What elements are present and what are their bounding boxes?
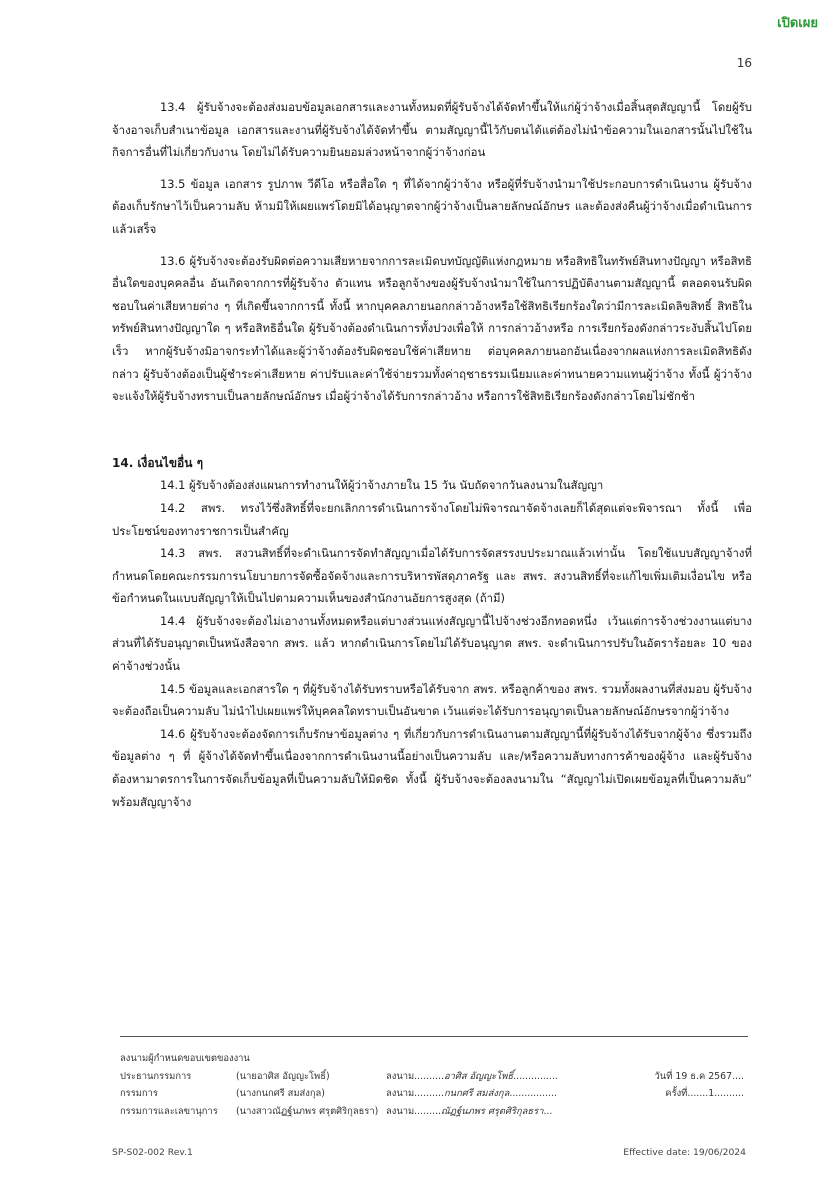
signature-divider (120, 1036, 748, 1037)
signer-role: ประธานกรรมการ (120, 1070, 192, 1082)
signature-row (120, 1103, 750, 1121)
clause-14-5: 14.5 ข้อมูลและเอกสารใด ๆ ที่ผู้รับจ้างได้รับทราบหรือได้รับจาก สพร. หรือลูกค้าของ สพร. รวมทั้งผลงานที่ส่งมอบ ผู้รับจ้างจะต้องถือเป็นความลับ ไม่นำไปเผยแพร่ให้บุคคลใดทราบเป็นอันขาด เว้นแต่จะได้รับการอนุญาตเป็นลายลักษณ์อักษรจากผู้ว่าจ้าง (112, 681, 752, 719)
classification-label: เปิดเผย (777, 16, 818, 31)
signature-date: วันที่ 19 ธ.ค 2567.... (654, 1070, 744, 1082)
clause-14-3: 14.3 สพร. สงวนสิทธิ์ที่จะดำเนินการจัดทำสัญญาเมื่อได้รับการจัดสรรงบประมาณแล้วเท่านั้น โดยใช้แบบสัญญาจ้างที่กำหนดโดยคณะกรรมการนโยบายการจัดซื้อจัดจ้างและการบริหารพัสดุภาครัฐ และ สพร. สงวนสิทธิ์ที่จะแก้ไขเพิ่มเติมเงื่อนไข หรือข้อกำหนดในแบบสัญญาให้เป็นไปตามความเห็นของสำนักงานอัยการสูงสุด (ถ้ามี) (112, 546, 752, 606)
clause-14-4: 14.4 ผู้รับจ้างจะต้องไม่เอางานทั้งหมดหรือแต่บางส่วนแห่งสัญญานี้ไปจ้างช่วงอีกทอดหนึ่ง เว้นแต่การจ้างช่วงงานแต่บางส่วนที่ได้รับอนุญาตเป็นหนังสือจาก สพร. แล้ว หากดำเนินการโดยไม่ได้รับอนุญาต สพร. จะดำเนินการปรับในอัตราร้อยละ 10 ของค่าจ้างช่วงนั้น (112, 613, 752, 674)
signature-row (120, 1068, 750, 1086)
document-code: SP-S02-002 Rev.1 (112, 1147, 193, 1158)
clause-13-5: 13.5 ข้อมูล เอกสาร รูปภาพ วีดีโอ หรือสื่อใด ๆ ที่ได้จากผู้ว่าจ้าง หรือผู้ที่รับจ้างนำมาใช้ประกอบการดำเนินงาน ผู้รับจ้างต้องเก็บรักษาไว้เป็นความลับ ห้ามมิให้เผยแพร่โดยมิได้อนุญาตจากผู้ว่าจ้างเป็นลายลักษณ์อักษร และต้องส่งคืนผู้ว่าจ้างเมื่อดำเนินการแล้วเสร็จ (112, 176, 752, 236)
signer-signature: ลงนาม.........ณัฏฐ์นภพร ศรุตศิริกุลธรา... (386, 1105, 553, 1117)
signature-row (120, 1085, 750, 1103)
page-footer (112, 1147, 746, 1158)
effective-date: Effective date: 19/06/2024 (623, 1147, 746, 1158)
signer-signature: ลงนาม..........อาศิส อัญญะโพธิ์............... (386, 1070, 558, 1082)
document-body (112, 96, 752, 813)
signer-role: กรรมการและเลขานุการ (120, 1105, 218, 1117)
clause-14-2: 14.2 สพร. ทรงไว้ซึ่งสิทธิ์ที่จะยกเลิกการดำเนินการจ้างโดยไม่พิจารณาจัดจ้างเลยก็ได้สุดแต่จะพิจารณา ทั้งนี้ เพื่อประโยชน์ของทางราชการเป็นสำคัญ (112, 500, 752, 538)
revision-count: ครั้งที่.......1.......... (665, 1088, 744, 1099)
signer-name: (นางสาวณัฏฐ์นภพร ศรุตศิริกุลธรา) (236, 1105, 379, 1117)
signature-heading: ลงนามผู้กำหนดขอบเขตของงาน (120, 1053, 250, 1064)
clause-14-1: 14.1 ผู้รับจ้างต้องส่งแผนการทำงานให้ผู้ว่าจ้างภายใน 15 วัน นับถัดจากวันลงนามในสัญญา (160, 478, 604, 493)
clause-14-6: 14.6 ผู้รับจ้างจะต้องจัดการเก็บรักษาข้อมูลต่าง ๆ ที่เกี่ยวกับการดำเนินงานตามสัญญานี้ที่ผู้รับจ้างได้รับจากผู้จ้าง ซึ่งรวมถึงข้อมูลต่าง ๆ ที่ ผู้จ้างได้จัดทำขึ้นเนื่องจากการดำเนินงานนี้อย่างเป็นความลับ และ/หรือความลับทางการค้าของผู้จ้าง และผู้รับจ้างต้องหามาตรการในการจัดเก็บข้อมูลที่เป็นความลับให้มิดชิด ทั้งนี้ ผู้รับจ้างจะต้องลงนามใน “สัญญาไม่เปิดเผยข้อมูลที่เป็นความลับ” พร้อมสัญญาจ้าง (112, 726, 752, 809)
signer-name: (นายอาศิส อัญญะโพธิ์) (236, 1070, 330, 1082)
signature-block (120, 1050, 750, 1120)
signer-name: (นางกนกศรี สมส่งกุล) (236, 1088, 325, 1099)
signer-role: กรรมการ (120, 1088, 158, 1099)
page-number: 16 (736, 56, 752, 70)
clause-13-6: 13.6 ผู้รับจ้างจะต้องรับผิดต่อความเสียหายจากการละเมิดบทบัญญัติแห่งกฎหมาย หรือสิทธิในทรัพย์สินทางปัญญา หรือสิทธิอื่นใดของบุคคลอื่น อันเกิดจากการที่ผู้รับจ้าง ตัวแทน หรือลูกจ้างของผู้รับจ้างนำมาใช้ในการปฏิบัติงานตามสัญญานี้ ตลอดจนรับผิดชอบในค่าเสียหายต่าง ๆ ที่เกิดขึ้นจากการนี้ ทั้งนี้ หากบุคคลภายนอกกล่าวอ้างหรือใช้สิทธิเรียกร้องใดว่ามีการละเมิดลิขสิทธิ์ สิทธิในทรัพย์สินทางปัญญาใด ๆ หรือสิทธิอื่นใด ผู้รับจ้างต้องดำเนินการทั้งปวงเพื่อให้ การกล่าวอ้างหรือ การเรียกร้องดังกล่าวระงับสิ้นไปโดยเร็ว หากผู้รับจ้างมิอาจกระทำได้และผู้ว่าจ้างต้องรับผิดชอบใช้ค่าเสียหาย ต่อบุคคลภายนอกอันเนื่องจากผลแห่งการละเมิดสิทธิดังกล่าว ผู้รับจ้างต้องเป็นผู้ชำระค่าเสียหาย ค่าปรับและค่าใช้จ่ายรวมทั้งค่าฤชาธรรมเนียมและค่าทนายความแทนผู้ว่าจ้าง ทั้งนี้ ผู้ว่าจ้างจะแจ้งให้ผู้รับจ้างทราบเป็นลายลักษณ์อักษร เมื่อผู้ว่าจ้างได้รับการกล่าวอ้าง หรือการใช้สิทธิเรียกร้องดังกล่าวโดยไม่ชักช้า (112, 253, 752, 404)
section-heading: 14. เงื่อนไขอื่น ๆ (112, 455, 204, 470)
signer-signature: ลงนาม..........กนกศรี สมส่งกุล................ (386, 1088, 558, 1099)
clause-13-4: 13.4 ผู้รับจ้างจะต้องส่งมอบข้อมูลเอกสารและงานทั้งหมดที่ผู้รับจ้างได้จัดทำขึ้นให้แก่ผู้ว่าจ้างเมื่อสิ้นสุดสัญญานี้ โดยผู้รับจ้างอาจเก็บสำเนาข้อมูล เอกสารและงานที่ผู้รับจ้างได้จัดทำขึ้น ตามสัญญานี้ไว้กับตนได้แต่ต้องไม่นำข้อความในเอกสารนั้นไปใช้ในกิจการอื่นที่ไม่เกี่ยวกับงาน โดยไม่ได้รับความยินยอมล่วงหน้าจากผู้ว่าจ้างก่อน (112, 100, 752, 160)
